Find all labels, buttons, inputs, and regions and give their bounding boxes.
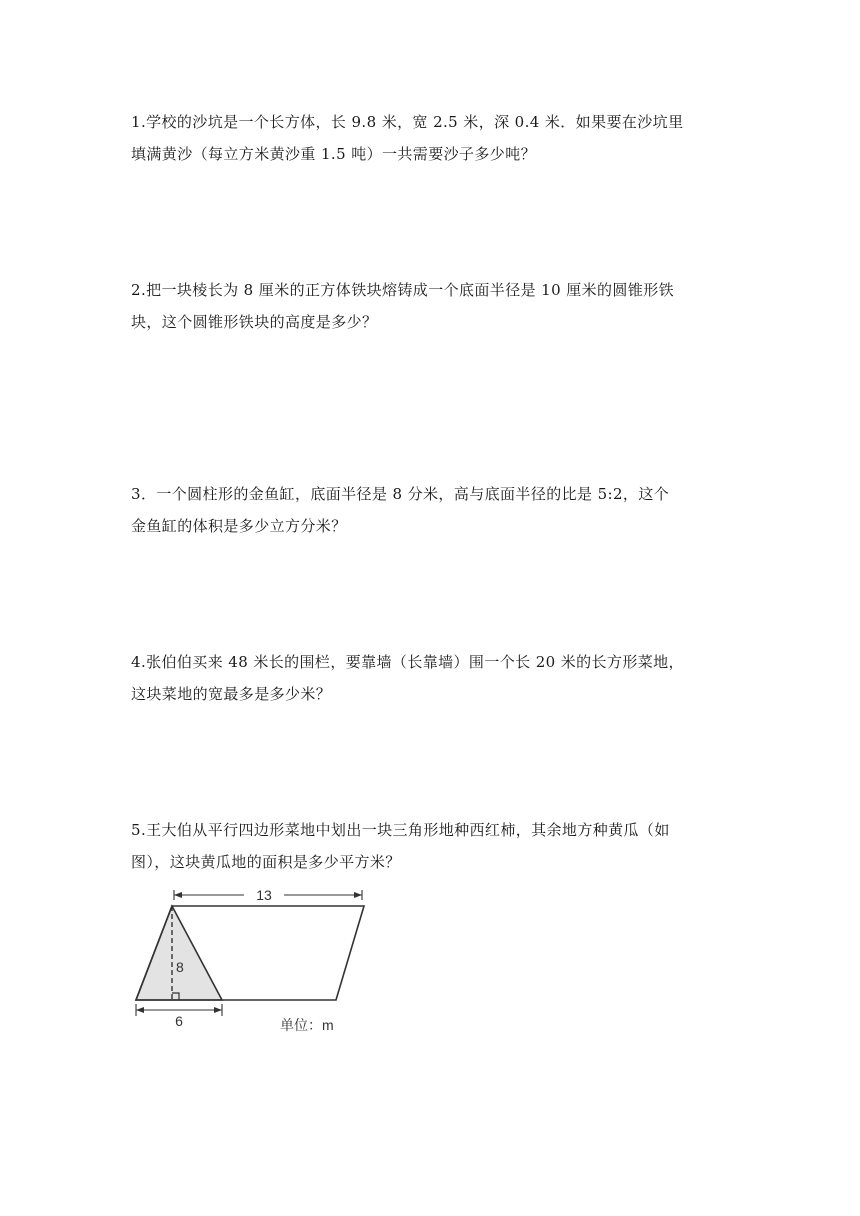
question-4-line-1: 4.张伯伯买来 48 米长的围栏，要靠墙（长靠墙）围一个长 20 米的长方形菜地， [131,653,684,671]
top-length-label: 13 [256,887,272,903]
height-label: 8 [176,959,184,975]
question-5-line-2: 图），这块黄瓜地的面积是多少平方米？ [131,853,401,871]
question-5-line-1: 5.王大伯从平行四边形菜地中划出一块三角形地种西红柿，其余地方种黄瓜（如 [131,821,670,839]
question-3-line-1: 3．一个圆柱形的金鱼缸，底面半径是 8 分米，高与底面半径的比是 5:2，这个 [131,485,670,503]
question-4 [131,646,731,710]
base-label: 6 [175,1013,183,1029]
question-4-line-2: 这块菜地的宽最多是多少米？ [131,685,332,703]
question-2 [131,274,731,338]
tomato-triangle [136,906,222,1000]
question-2-line-1: 2.把一块棱长为 8 厘米的正方体铁块熔铸成一个底面半径是 10 厘米的圆锥形铁 [131,281,675,299]
question-1-line-1: 1.学校的沙坑是一个长方体，长 9.8 米，宽 2.5 米，深 0.4 米．如果要在沙坑里 [131,113,684,131]
parallelogram-figure [130,880,370,1040]
question-2-line-2: 块，这个圆锥形铁块的高度是多少？ [131,313,378,331]
question-1 [131,106,731,170]
question-5 [131,814,731,878]
question-1-line-2: 填满黄沙（每立方米黄沙重 1.5 吨）一共需要沙子多少吨？ [131,145,536,163]
question-3 [131,478,731,542]
unit-label: 单位：m [280,1017,334,1033]
question-3-line-2: 金鱼缸的体积是多少立方分米？ [131,517,347,535]
